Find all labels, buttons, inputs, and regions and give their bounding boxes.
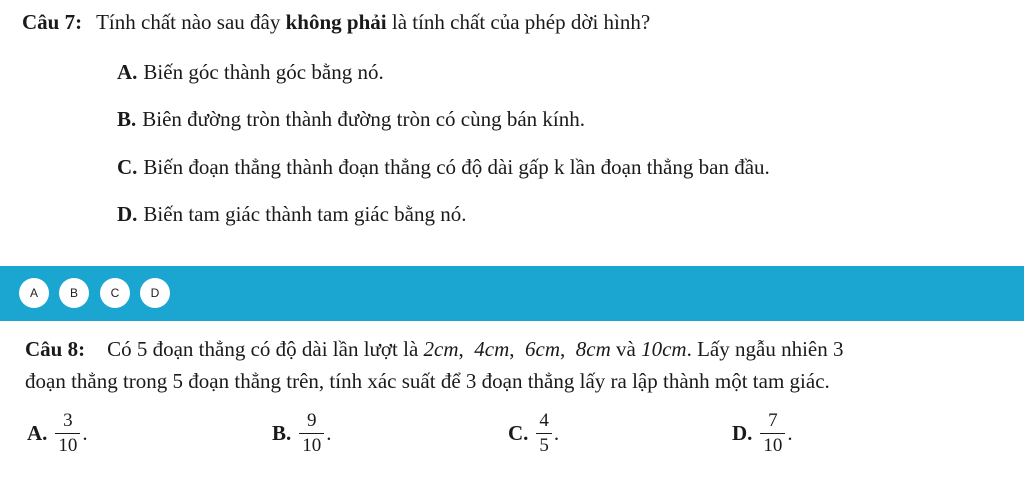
option-text: Biên đường tròn thành đường tròn có cùng bán kính. <box>142 107 586 131</box>
option-d <box>117 202 467 227</box>
fraction <box>55 411 80 456</box>
answer-button-d[interactable]: D <box>140 278 170 308</box>
fraction <box>760 411 785 456</box>
fraction <box>536 411 552 456</box>
question-7-stem <box>22 10 650 35</box>
denominator: 5 <box>539 434 549 456</box>
choice-a: A. $\frac{3}{10}$ . <box>27 410 88 456</box>
option-b <box>117 107 585 132</box>
stem-text: Có 5 đoạn thẳng có độ dài lần lượt là <box>107 337 424 361</box>
fraction-bar <box>536 433 552 434</box>
numerator: 3 <box>63 410 73 431</box>
question-number: Câu 7: <box>22 10 83 34</box>
option-c <box>117 155 770 180</box>
choice-label: D. <box>732 420 753 445</box>
choice-label: B. <box>272 420 292 445</box>
fraction-bar <box>55 433 80 434</box>
option-a <box>117 60 384 85</box>
length-3: 6cm <box>525 337 561 361</box>
option-label: B. <box>117 107 137 131</box>
numerator: 7 <box>768 410 778 431</box>
answer-bar <box>0 266 1024 321</box>
stem-text-end: là tính chất của phép dời hình? <box>386 10 651 34</box>
denominator: 10 <box>763 434 783 456</box>
length-2: 4cm <box>474 337 510 361</box>
option-label: A. <box>117 60 138 84</box>
fraction-bar <box>299 433 324 434</box>
fraction-bar <box>760 433 785 434</box>
question-number: Câu 8: <box>25 337 86 361</box>
choice-c: C. $\frac{4}{5}$ . <box>508 410 560 456</box>
option-text: Biến đoạn thẳng thành đoạn thẳng có độ dài gấp k lần đoạn thẳng ban đầu. <box>143 155 770 179</box>
question-8-stem-line-1: Câu 8: Có 5 đoạn thẳng có độ dài lần lượt là 2cm, 4cm, 6cm, 8cm và 10cm. Lấy ngẫu nhiên 3 <box>25 337 844 361</box>
stem-text-end: . Lấy ngẫu nhiên 3 <box>686 337 844 361</box>
numerator: 4 <box>539 410 549 431</box>
option-text: Biến góc thành góc bằng nó. <box>143 60 384 84</box>
option-label: C. <box>117 155 138 179</box>
denominator: 10 <box>58 434 78 456</box>
length-1: 2cm <box>423 337 459 361</box>
answer-button-b[interactable]: B <box>59 278 89 308</box>
choice-d: D. $\frac{7}{10}$ . <box>732 410 793 456</box>
answer-button-a[interactable]: A <box>19 278 49 308</box>
denominator: 10 <box>302 434 322 456</box>
numerator: 9 <box>307 410 317 431</box>
choice-label: A. <box>27 420 48 445</box>
option-label: D. <box>117 202 138 226</box>
question-8-stem-line-2: đoạn thẳng trong 5 đoạn thẳng trên, tính xác suất để 3 đoạn thẳng lấy ra lập thành một tam giác. <box>25 369 830 393</box>
option-text: Biến tam giác thành tam giác bằng nó. <box>143 202 467 226</box>
question-8 <box>0 321 1024 497</box>
length-4: 8cm <box>575 337 611 361</box>
length-5: 10cm <box>641 337 687 361</box>
choice-label: C. <box>508 420 529 445</box>
fraction <box>299 411 324 456</box>
answer-button-c[interactable]: C <box>100 278 130 308</box>
choice-b: B. $\frac{9}{10}$ . <box>272 410 332 456</box>
stem-emphasis: không phải <box>285 10 387 34</box>
stem-text: Tính chất nào sau đây <box>96 10 286 34</box>
